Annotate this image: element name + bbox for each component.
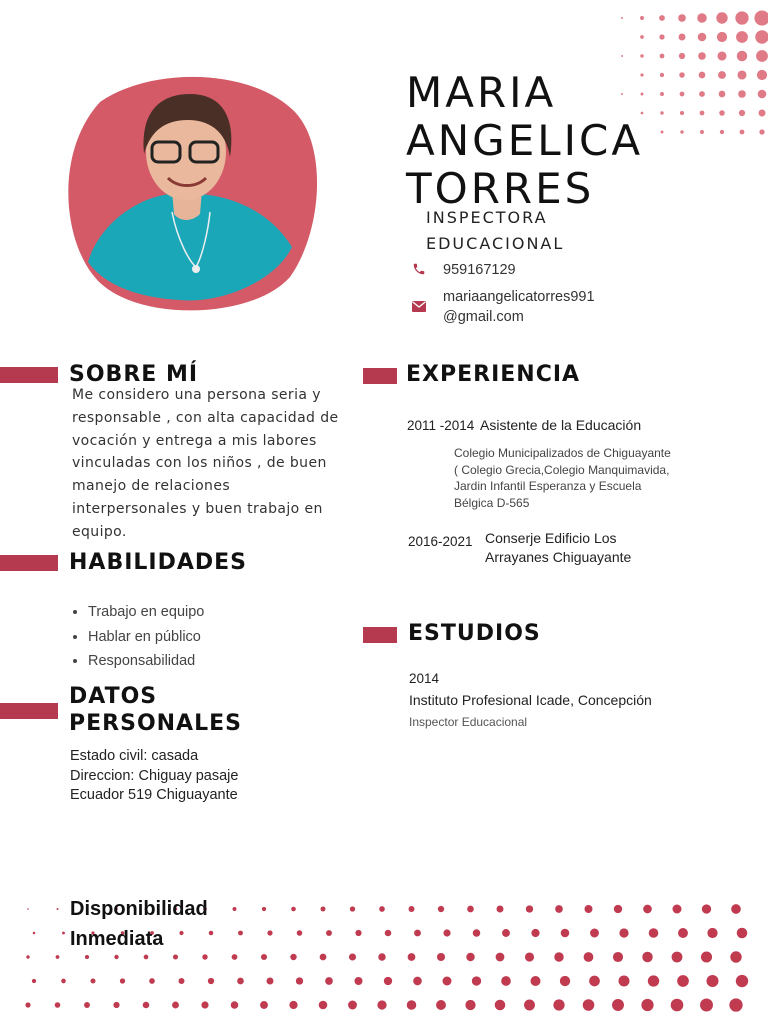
decor-dot [612,999,624,1011]
decor-dot [649,928,659,938]
study-year: 2014 [409,671,440,686]
decor-dot [671,999,684,1012]
decor-dot [700,999,713,1012]
role-line-2: EDUCACIONAL [426,234,565,253]
decor-dot [729,998,742,1011]
decor-dot [355,977,363,985]
decor-dot [413,977,422,986]
experience-years: 2011 -2014 [407,418,475,433]
decor-dot [720,130,724,134]
decor-dot [730,951,741,962]
decor-dot [707,928,717,938]
decor-dot [660,92,664,96]
decor-dot [560,976,570,986]
decor-dot [737,70,746,79]
experience-title [485,529,631,567]
decor-dot [642,952,652,962]
decor-dot [736,31,748,43]
decor-dot [758,90,767,99]
availability-line: Inmediata [70,928,164,950]
personal-heading-bar [0,703,58,719]
skill-item: • Responsabilidad [88,649,204,674]
decor-dot [621,17,623,19]
decor-dot [661,131,664,134]
decor-dot [114,955,118,959]
decor-dot [679,53,685,59]
decor-dot [32,979,36,983]
decor-dot [290,954,296,960]
decor-dot [672,952,683,963]
decor-dot [673,905,682,914]
phone-number: 959167129 [443,262,516,278]
decor-dot [296,977,303,984]
experience-description-line: Bélgica D-565 [454,495,530,510]
decor-dot [349,953,356,960]
decor-dot [56,955,60,959]
decor-dot [660,54,665,59]
decor-dot [679,72,685,78]
experience-title-line: Conserje Edificio Los [485,530,617,546]
decor-dot [738,90,746,98]
studies-heading: ESTUDIOS [408,621,541,646]
personal-heading-line-1: DATOS [69,684,158,709]
decor-dot [584,952,594,962]
experience-years: 2016-2021 [408,534,473,549]
decor-dot [678,928,688,938]
decor-dot [718,71,726,79]
decor-dot [267,978,274,985]
experience-description [454,445,671,511]
decor-dot [378,953,385,960]
personal-line: Ecuador 519 Chiguayante [70,787,238,803]
decor-dot [583,999,595,1011]
experience-title: Asistente de la Educación [480,417,642,433]
name-line-2: ANGELICA [406,116,644,165]
decor-dot [465,1000,475,1010]
skills-heading-bar [0,555,58,571]
decor-dot [260,1001,268,1009]
decor-dot [466,953,474,961]
decor-dot [407,1000,417,1010]
decor-dot [589,976,600,987]
skills-heading: HABILIDADES [69,550,248,575]
decor-dot [443,929,450,936]
decor-dot [384,977,392,985]
decor-dot [408,953,416,961]
decor-dot [700,111,705,116]
decor-dot [619,928,628,937]
decor-dot [739,110,745,116]
decor-dot [679,34,686,41]
decor-dot [113,1002,119,1008]
decor-dot [702,904,711,913]
decor-dot [613,952,623,962]
decor-dot [55,1002,61,1008]
decor-dot [756,50,768,62]
photo-pendant [192,265,200,273]
decor-dot [321,907,326,912]
decor-dot [660,73,664,77]
decor-dot [437,953,445,961]
decor-dot [525,952,534,961]
personal-heading-line-2: PERSONALES [69,711,242,736]
decor-dot [84,1002,90,1008]
skill-item: • Trabajo en equipo [88,600,204,625]
decor-dot [680,111,684,115]
decor-dot [173,954,178,959]
personal-details [70,747,238,806]
personal-line: Direccion: Chiguay pasaje [70,767,239,784]
decor-dot [57,908,59,910]
decor-dot [409,906,415,912]
decor-dot [202,954,207,959]
decor-dot [640,73,643,76]
decor-dot [643,905,652,914]
decor-dot [531,929,539,937]
studies-heading-bar [363,627,397,643]
decor-dot [530,976,540,986]
decor-dot [697,13,707,23]
study-degree: Inspector Educacional [409,715,528,729]
decor-dot [641,93,644,96]
decor-dot [678,14,686,22]
decor-dot [618,975,629,986]
name-line-3: TORRES [406,164,595,213]
decor-dot [443,977,452,986]
name-line-1: MARIA [406,68,557,117]
about-heading: SOBRE MÍ [69,362,199,387]
decor-dot [700,130,704,134]
decor-dot [33,932,36,935]
experience-heading-bar [363,368,397,384]
about-heading-bar [0,367,58,383]
email-line-2: @gmail.com [443,309,524,325]
availability-line: Disponibilidad [70,898,208,920]
decor-dot [355,930,361,936]
decor-dot [209,931,214,936]
decor-dot [473,929,481,937]
decor-dot [735,11,748,24]
decor-dot [585,905,593,913]
decor-dot [208,978,214,984]
decor-dot [648,975,659,986]
decor-dot [297,930,303,936]
decor-dot [640,16,644,20]
decor-dot [719,91,726,98]
decor-dot [149,978,155,984]
decor-dot [201,1001,208,1008]
phone-icon [412,262,426,276]
experience-description-line: ( Colegio Grecia,Colegio Manquimavida, [454,462,670,477]
decor-dot [621,55,623,57]
experience-heading: EXPERIENCIA [406,362,581,387]
decor-dot [379,906,385,912]
decor-dot [614,905,622,913]
decor-dot [677,975,689,987]
decor-dot [502,929,510,937]
decor-dot [232,954,238,960]
decor-dot [640,54,643,57]
decor-dot [143,1002,150,1009]
decor-dot [85,955,89,959]
decor-dot [231,1001,239,1009]
skill-item: • Hablar en público [88,625,204,650]
decor-dot [495,1000,506,1011]
decor-dot [289,1001,297,1009]
decor-dot [436,1000,446,1010]
decor-dot [698,52,706,60]
experience-description-line: Jardin Infantil Esperanza y Escuela [454,479,642,493]
envelope-icon [412,301,426,312]
decor-dot [238,931,243,936]
decor-dot [555,905,563,913]
decor-dot [325,977,333,985]
decor-dot [641,112,644,115]
decor-dot [233,907,237,911]
decor-dot [385,930,392,937]
decor-dot [554,952,563,961]
about-text: Me considero una persona seria y responsable , con alta capacidad de vocación y entrega a mis labores vinculadas con los niños , de buen manejo de relaciones interpersonales y buen trabajo en equipo. [72,387,339,540]
decor-dot [501,976,511,986]
availability [70,894,208,954]
decor-dot [680,92,685,97]
decor-dot [262,907,266,911]
decor-dot [526,905,533,912]
decor-dot [496,953,505,962]
decor-dot [377,1000,386,1009]
decor-dot [472,976,481,985]
decor-dot [717,51,726,60]
decor-dot [717,32,727,42]
experience-title-line: Arrayanes Chiguayante [485,549,632,565]
decor-dot [267,930,272,935]
decor-dot [497,906,504,913]
decor-dot [561,929,570,938]
decor-dot [237,978,244,985]
decor-dot [680,130,683,133]
decor-dot [590,929,599,938]
decor-dot [716,12,727,23]
decor-dot [27,908,29,910]
decor-dot [659,15,665,21]
decor-dot [754,10,768,25]
decor-dot [737,928,748,939]
decor-dot [701,951,712,962]
decor-dot [91,979,96,984]
decor-dot [524,1000,535,1011]
decor-dot [350,906,355,911]
decor-dot [326,930,332,936]
decor-dot [25,1002,30,1007]
decor-dot [736,975,748,987]
decor-dot [553,999,564,1010]
decor-dot [759,129,764,134]
decor-dot [179,978,185,984]
email-line-1: mariaangelicatorres991 [443,289,595,305]
decor-dot [291,907,296,912]
study-institution: Instituto Profesional Icade, Concepción [409,692,652,708]
decor-dot [621,93,623,95]
decor-dot [698,33,707,42]
decor-dot [414,930,421,937]
decor-dot [740,130,745,135]
decor-dot [641,999,653,1011]
decor-dot [438,906,444,912]
decor-dot [699,72,706,79]
experience-description-line: Colegio Municipalizados de Chiguayante [454,446,671,460]
decor-dot [659,34,664,39]
decor-dot [699,91,705,97]
decor-dot [640,35,644,39]
profile-photo [60,72,322,314]
decor-dot [731,904,741,914]
decor-dot [759,110,766,117]
decor-dot [755,30,768,43]
decor-dot [26,955,29,958]
skills-list [70,600,204,674]
decor-dot [660,111,663,114]
decor-dot [719,110,725,116]
decor-dot [737,51,747,61]
decor-dot [320,954,327,961]
role-line-1: INSPECTORA [426,208,548,227]
decor-dot [61,979,66,984]
decor-dot [757,70,767,80]
decor-dot [319,1001,328,1010]
decor-dot [467,906,474,913]
decor-dot [62,932,65,935]
personal-line: Estado civil: casada [70,748,199,764]
decor-dot [706,975,718,987]
decor-dot [261,954,267,960]
decor-dot [348,1001,357,1010]
decor-dot [172,1002,179,1009]
decor-dot [120,978,125,983]
decor-dot [144,955,149,960]
